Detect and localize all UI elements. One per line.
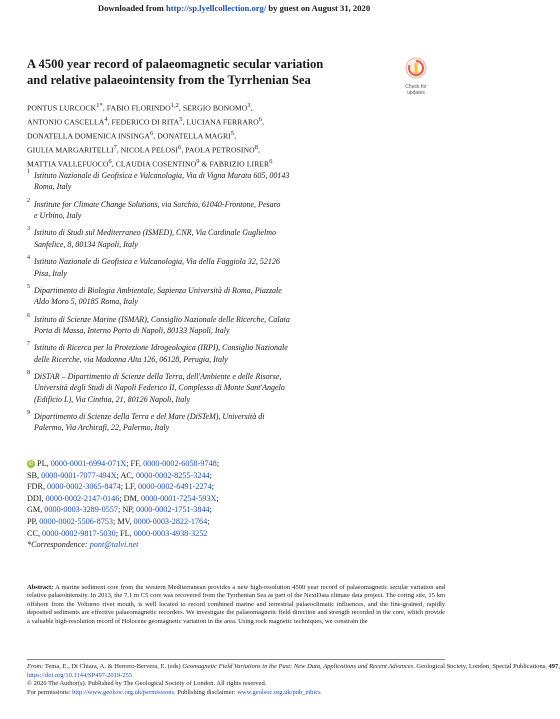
orcid-author: PL: [37, 459, 47, 468]
author-name: PAOLA PETROSINO: [185, 145, 255, 155]
abstract-text: A marine sediment core from the western Mediterranean provides a new high-resolution 4500 year record of palaeomagnetic secular variation and relative palaeointensity. In 2013, the 7.1 m C5 core was recovered from the Tyrrhenian Sea as part of the NextData climate data project. The coring site, 15 km offshore from the Volturno river mouth, is well located to record combined marine and terrestrial palaeoclimatic influences, and the fine-grained, rapidly deposited sediments are effective palaeomagnetic recorders. We investigate the palaeomagnetic field direction and strength recorded in the core, which provide a valuable high-resolution record of Holocene geomagnetic variation in the area. Using rock magnetic techniques, we constrain the: [27, 584, 445, 625]
author-affil-sup: 6: [269, 157, 273, 165]
affiliation-number: 5: [27, 283, 30, 290]
author-name: FEDERICO DI RITA: [111, 117, 180, 127]
affiliation-line: Istituto di Studi sul Mediterraneo (ISMED), CNR, Via Cardinale Guglielmo: [34, 228, 276, 238]
orcid-author: GM: [27, 505, 41, 515]
author-name: NICOLA PELOSI: [120, 145, 179, 155]
orcid-link[interactable]: 0000-0002-8255-3244: [135, 470, 210, 480]
orcid-line: DDI, 0000-0002-2147-0146; DM, 0000-0001-7254-593X;: [27, 493, 219, 503]
abstract-paragraph: [27, 584, 445, 626]
orcid-link[interactable]: 0000-0003-4938-3252: [133, 528, 208, 538]
correspondence-label: *Correspondence:: [27, 540, 88, 550]
affiliation-item: [27, 170, 437, 193]
orcid-line: PP, 0000-0002-5506-8753; MV, 0000-0003-2822-1764;: [27, 516, 210, 526]
permissions-link[interactable]: http://www.geolsoc.org.uk/permissions: [72, 688, 174, 696]
affiliation-line: Aldo Moro 5, 00185 Roma, Italy: [34, 297, 138, 307]
affiliation-line: Istituto Nazionale di Geofisica e Vulcanologia, Via di Vigna Murata 605, 00143: [34, 171, 290, 180]
affiliation-line: Institute for Climate Change Solutions, via Sorchio, 61040-Frontone, Pesaro: [34, 199, 281, 209]
author-name: MATTIA VALLEFUOCO: [27, 159, 109, 169]
affiliation-number: 9: [27, 410, 30, 417]
orcid-author: DDI: [27, 493, 42, 503]
orcid-link[interactable]: 0000-0001-6994-071X: [50, 459, 127, 468]
affiliation-item: [27, 314, 437, 337]
author-name: ANTONIO CASCELLA: [27, 117, 105, 127]
author-name: FABRIZIO LIRER: [209, 159, 270, 169]
author-name: FABIO FLORINDO: [106, 103, 171, 113]
author-affil-sup: 6: [178, 143, 182, 151]
orcid-author: LF: [125, 482, 134, 492]
abstract-label: Abstract:: [27, 584, 54, 591]
affiliation-line: Roma, Italy: [34, 182, 72, 192]
title-line-2: and relative palaeointensity from the Tyrrhenian Sea: [27, 72, 311, 87]
orcid-line: FDR, 0000-0002-3065-8474; LF, 0000-0002-6491-2274;: [27, 482, 215, 492]
affiliation-list: [27, 170, 437, 440]
author-affil-sup: 4: [104, 115, 108, 123]
author-name: LUCIANA FERRARO: [186, 117, 259, 127]
author-line: GIULIA MARGARITELLI$^7$, NICOLA PELOSI$^6$, PAOLA PETROSINO$^8$,: [27, 143, 260, 155]
affiliation-item: [27, 371, 437, 405]
orcid-link[interactable]: 0000-0002-3065-8474: [47, 482, 121, 492]
correspondence-line: [27, 539, 447, 551]
affiliation-line: Istituto Nazionale di Geofisica e Vulcanologia, Via della Faggiola 32, 52126: [34, 257, 280, 267]
author-affil-sup: 9: [196, 157, 200, 165]
affiliation-line: Pisa, Italy: [34, 268, 67, 278]
author-name: SERGIO BONOMO: [182, 103, 248, 113]
affiliation-number: 6: [27, 312, 30, 319]
doi-link[interactable]: https://doi.org/10.1144/SP497-2019-255: [27, 671, 133, 679]
disclaimer-label: . Publishing disclaimer:: [174, 688, 236, 696]
footer-divider: [27, 659, 445, 660]
affiliation-line: Palermo, Via Archirafi, 22, Palermo, Italy: [34, 423, 170, 433]
affiliation-item: [27, 411, 437, 434]
citation-line: From: Tema, E., Di Chiara, A. & Herrero-Bervera, E. (eds) Geomagnetic Field Variations in the Past: New Data, Applications and Recent Advances. Geological Society, London, Special Publications, 497,: [27, 663, 560, 670]
author-name: DONATELLA MAGRI: [157, 131, 231, 141]
download-notice: [0, 3, 468, 13]
affiliation-item: [27, 199, 437, 222]
author-affil-sup: 6: [150, 129, 154, 137]
affiliation-line: delle Ricerche, via Madonna Alta 126, 06128, Perugia, Italy: [34, 354, 228, 364]
orcid-author: PP: [27, 516, 36, 526]
download-source-link[interactable]: http://sp.lyellcollection.org/: [165, 3, 267, 13]
affiliation-line: Università degli Studi di Napoli Federico II, Complesso di Monte Sant'Angelo: [34, 383, 285, 393]
orcid-line: CC, 0000-0002-9817-5030; FL, 0000-0003-4938-3252: [27, 528, 208, 538]
affiliation-line: Dipartimento di Biologia Ambientale, Sapienza Università di Roma, Piazzale: [34, 285, 282, 295]
orcid-author: FF: [130, 459, 139, 468]
orcid-author: NP: [122, 505, 132, 515]
download-suffix: by guest on August 31, 2020: [268, 3, 371, 13]
orcid-author: MV: [117, 516, 130, 526]
doi-line: [27, 672, 467, 681]
orcid-author: FL: [120, 528, 130, 538]
orcid-link[interactable]: 0000-0002-1751-3844: [135, 505, 210, 515]
check-for-updates-icon: [405, 57, 427, 79]
orcid-line: iD PL, 0000-0001-6994-071X; FF, 0000-0002-6058-9748;: [28, 459, 220, 468]
article-title: [27, 57, 397, 88]
author-name: PONTUS LURCOCK: [27, 103, 97, 113]
affiliation-line: (Edificio L), Via Cinthia, 21, 80126 Napoli, Italy: [34, 394, 191, 404]
orcid-list: [27, 458, 447, 551]
orcid-link[interactable]: 0000-0002-6058-9748: [143, 459, 217, 468]
orcid-author: SB: [27, 470, 38, 480]
citation-book-title: Geomagnetic Field Variations in the Past: New Data, Applications and Recent Advances: [182, 663, 414, 670]
author-line: ANTONIO CASCELLA$^4$, FEDERICO DI RITA$^5$, LUCIANA FERRARO$^6$,: [27, 115, 264, 127]
author-affil-sup: 6: [108, 157, 112, 165]
author-name: CLAUDIA COSENTINO: [115, 159, 197, 169]
orcid-link[interactable]: 0000-0001-7254-593X: [140, 493, 217, 503]
orcid-author: CC: [27, 528, 38, 538]
citation-footer: [27, 663, 560, 697]
orcid-author: AC: [120, 470, 132, 480]
orcid-line: SB, 0000-0001-7077-494X; AC, 0000-0002-8255-3244;: [27, 470, 212, 480]
permissions-line: [27, 689, 467, 698]
author-line: PONTUS $LURCOCK^{1*}$, FABIO FLORINDO$^{1,2}$, SERGIO BONOMO$^3$,: [27, 102, 253, 113]
badge-line-1: Check for: [405, 84, 427, 90]
author-affil-sup: 3: [247, 102, 251, 109]
affiliation-number: 4: [27, 255, 30, 262]
affiliation-line: Porta di Massa, Interno Porto di Napoli, 80133 Napoli, Italy: [34, 325, 230, 335]
citation-from-label: From:: [27, 663, 44, 670]
affiliation-item: [27, 256, 437, 279]
orcid-link[interactable]: 0000-0001-7077-494X: [41, 470, 117, 480]
orcid-line: GM, 0000-0003-3289-0557; NP, 0000-0002-1751-3844;: [27, 505, 212, 515]
copyright-line: © 2020 The Author(s). Published by The Geological Society of London. All rights reserved.: [27, 680, 267, 688]
orcid-link[interactable]: 0000-0003-2822-1764: [133, 516, 208, 526]
badge-text: [393, 85, 439, 96]
correspondence-email-link[interactable]: pont@talvi.net: [89, 540, 139, 550]
permissions-label: For permissions:: [27, 688, 71, 696]
affiliation-number: 2: [27, 197, 30, 204]
title-line-1: A 4500 year record of palaeomagnetic secular variation: [27, 57, 324, 71]
check-for-updates-badge[interactable]: [393, 57, 439, 96]
affiliation-line: Sanfelice, 8, 80134 Napoli, Italy: [34, 239, 138, 249]
citation-editors: Tema, E., Di Chiara, A. & Herrero-Bervera, E. (eds): [44, 663, 181, 670]
author-affil-sup: 1,2: [170, 102, 179, 109]
affiliation-number: 8: [27, 369, 30, 376]
orcid-link[interactable]: 0000-0002-5506-8753: [39, 516, 113, 526]
orcid-link[interactable]: 0000-0002-6491-2274: [138, 482, 212, 492]
author-affil-sup: 5: [179, 115, 183, 123]
author-name: DONATELLA DOMENICA INSINGA: [27, 131, 151, 141]
affiliation-item: [27, 285, 437, 308]
author-affil-sup: 8: [254, 143, 258, 151]
author-line: MATTIA VALLEFUOCO$^6$, CLAUDIA COSENTINO$^9$ & FABRIZIO LIRER$^6$: [27, 157, 273, 169]
badge-line-2: updates: [407, 89, 425, 96]
affiliation-number: 3: [27, 226, 30, 233]
author-affil-sup: 6: [258, 115, 262, 123]
author-list: [27, 100, 437, 170]
author-affil-sup: 1*: [96, 102, 103, 109]
affiliation-item: [27, 227, 437, 250]
affiliation-item: [27, 342, 437, 365]
affiliation-line: Istituto di Ricerca per la Protezione Idrogeologica (IRPI), Consiglio Nazionale: [34, 343, 288, 353]
affiliation-number: 7: [27, 341, 30, 348]
download-prefix: Downloaded from: [97, 3, 164, 13]
author-affil-sup: 7: [113, 143, 117, 151]
orcid-link[interactable]: 0000-0003-3289-0557: [44, 505, 118, 515]
orcid-icon: iD: [28, 461, 34, 468]
affiliation-number: 1: [27, 169, 30, 175]
citation-publisher: . Geological Society, London, Special Publications,: [413, 663, 547, 670]
affiliation-line: Dipartimento di Scienze della Terra e del Mare (DiSTeM), Università di: [34, 412, 265, 422]
citation-volume: 497: [548, 663, 559, 670]
orcid-author: FDR: [27, 482, 43, 492]
orcid-link[interactable]: 0000-0002-2147-0146: [45, 493, 120, 503]
author-line: DONATELLA DOMENICA INSINGA$^6$, DONATELLA MAGRI$^5$,: [27, 129, 237, 141]
author-name: GIULIA MARGARITELLI: [27, 145, 114, 155]
author-connector: &: [201, 159, 208, 169]
disclaimer-link[interactable]: www.geolsoc.org.uk/pub_ethics: [237, 688, 321, 696]
author-affil-sup: 5: [230, 129, 235, 137]
affiliation-line: DiSTAR – Dipartimento di Scienze della Terra, dell'Ambiente e delle Risorse,: [34, 371, 282, 381]
affiliation-line: Istituto di Scienze Marine (ISMAR), Consiglio Nazionale delle Ricerche, Calata: [34, 314, 290, 324]
orcid-link[interactable]: 0000-0002-9817-5030: [42, 528, 116, 538]
affiliation-line: e Urbino, Italy: [34, 211, 82, 221]
orcid-author: DM: [123, 493, 137, 503]
